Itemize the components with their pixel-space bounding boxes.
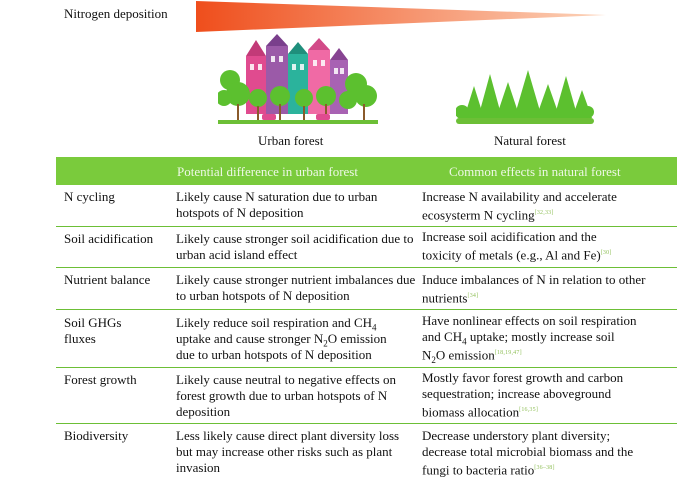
- row-category: Nutrient balance: [64, 272, 151, 287]
- subscript: 2: [431, 354, 436, 365]
- category-line: fluxes: [64, 331, 96, 346]
- row-potential-text: Likely cause N saturation due to urban hotspots of N deposition: [176, 189, 378, 220]
- nitrogen-deposition-label: Nitrogen deposition: [64, 6, 168, 21]
- subscript: 2: [323, 338, 328, 349]
- reference-citation: [32,33]: [534, 210, 554, 216]
- row-potential-text: [176, 315, 416, 363]
- text-part: uptake; mostly increase soil: [466, 329, 615, 344]
- reference-citation: [30]: [600, 250, 612, 256]
- common-line: sequestration; increase aboveground: [422, 386, 612, 401]
- common-line-text: nutrients: [422, 290, 468, 306]
- table-header: [56, 157, 677, 185]
- common-line-text: toxicity of metals (e.g., Al and Fe): [422, 247, 601, 263]
- row-category: Soil acidification: [64, 231, 154, 246]
- row-common-text: [422, 370, 672, 420]
- row-category: N cycling: [64, 189, 115, 204]
- table-row-n-cycling: [56, 185, 677, 227]
- comparison-table: [56, 157, 677, 482]
- urban-forest-caption: Urban forest: [258, 133, 324, 148]
- common-line-text: biomass allocation: [422, 404, 520, 420]
- table-row-nutrient-balance: [56, 268, 677, 310]
- row-potential-text: Less likely cause direct plant diversity loss but may increase other risks such as plant invasion: [176, 428, 400, 475]
- row-potential-text: Likely cause stronger nutrient imbalances due to urban hotspots of N deposition: [176, 272, 416, 303]
- natural-forest-caption: Natural forest: [494, 133, 566, 148]
- common-line: decrease total microbial biomass and the: [422, 444, 634, 459]
- text-part: uptake and cause stronger N: [176, 331, 324, 346]
- header-common-effects: Common effects in natural forest: [449, 164, 621, 179]
- row-common-text: [422, 428, 672, 478]
- table-row-forest-growth: [56, 368, 677, 424]
- urban-forest-illustration: [218, 34, 378, 126]
- potential-line: [176, 331, 416, 347]
- text-part: N: [422, 347, 432, 363]
- common-line: Decrease understory plant diversity;: [422, 428, 611, 443]
- reference-citation: [34]: [467, 293, 479, 299]
- row-common-text: [422, 272, 672, 306]
- common-line-text: fungi to bacteria ratio: [422, 462, 535, 478]
- row-category: Forest growth: [64, 372, 137, 387]
- common-line: [422, 402, 672, 420]
- subscript: 4: [462, 336, 467, 347]
- common-line: [422, 245, 672, 263]
- row-category: Biodiversity: [64, 428, 129, 443]
- common-line: Increase soil acidification and the: [422, 229, 597, 244]
- row-common-text: [422, 229, 672, 263]
- text-part: O emission: [327, 331, 387, 346]
- natural-forest-illustration: [456, 68, 594, 128]
- common-line: [422, 329, 672, 345]
- common-line: Have nonlinear effects on soil respiration: [422, 313, 637, 328]
- reference-citation: [18,19,47]: [494, 350, 522, 356]
- row-common-text: [422, 189, 672, 223]
- nitrogen-deposition-wedge: [196, 0, 606, 34]
- row-category: [64, 315, 121, 347]
- common-line: Mostly favor forest growth and carbon: [422, 370, 624, 385]
- reference-citation: [16,35]: [519, 407, 539, 413]
- text-part: O emission: [435, 347, 495, 363]
- common-line: [422, 205, 672, 223]
- potential-line: due to urban hotspots of N deposition: [176, 347, 372, 362]
- table-row-soil-acidification: [56, 227, 677, 268]
- row-potential-text: Likely cause neutral to negative effects on forest growth due to urban hotspots of N deposition: [176, 372, 396, 419]
- common-line: [422, 345, 672, 363]
- subscript: 4: [372, 322, 377, 333]
- potential-line: [176, 315, 416, 331]
- common-line-text: ecosysterm N cycling: [422, 207, 535, 223]
- common-line: Increase N availability and accelerate: [422, 189, 617, 204]
- table-row-soil-ghgs-fluxes: [56, 310, 677, 368]
- table-row-biodiversity: [56, 424, 677, 482]
- reference-citation: [36–38]: [534, 465, 555, 471]
- common-line: [422, 288, 672, 306]
- common-line: Induce imbalances of N in relation to other: [422, 272, 646, 287]
- text-part: and CH: [422, 329, 463, 344]
- header-potential-difference: Potential difference in urban forest: [177, 164, 358, 179]
- text-part: Likely reduce soil respiration and CH: [176, 315, 373, 330]
- category-line: Soil GHGs: [64, 315, 122, 330]
- row-potential-text: Likely cause stronger soil acidification due to urban acid island effect: [176, 231, 414, 262]
- row-common-text: [422, 313, 672, 363]
- common-line: [422, 460, 672, 478]
